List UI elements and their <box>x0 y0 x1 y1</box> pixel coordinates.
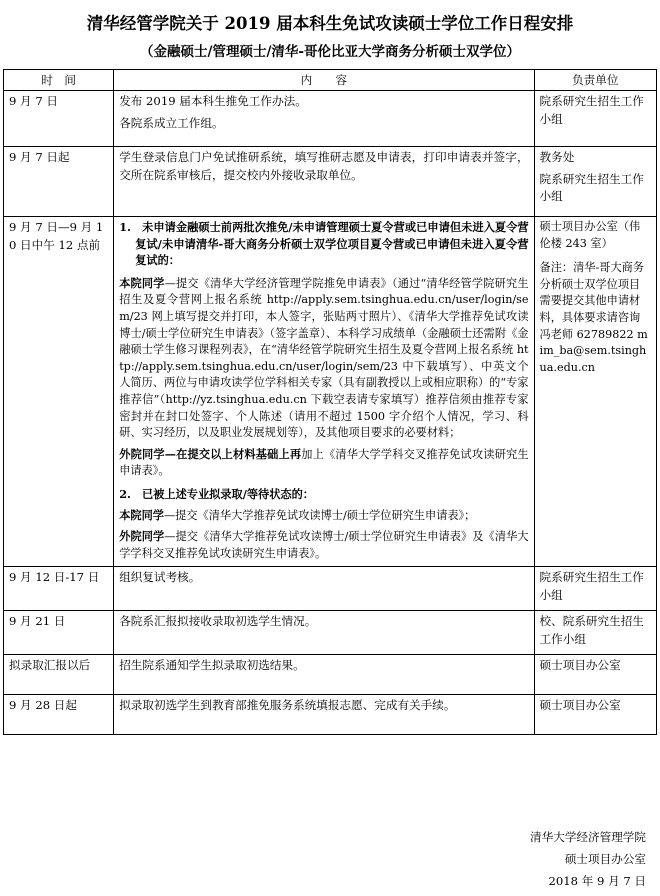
owner-line: 院系研究生招生工作小组 <box>539 570 644 602</box>
header-time: 时 间 <box>4 70 114 91</box>
row-owner <box>534 91 656 147</box>
row-time: 9 月 7 日起 <box>4 147 114 217</box>
item-2-local-text: —提交《清华大学推荐免试攻读博士/硕士学位研究生申请表》； <box>163 508 476 522</box>
table-row <box>4 147 657 217</box>
row-content <box>114 217 534 567</box>
owner-line: 院系研究生招生工作小组 <box>539 171 644 203</box>
item-1-local-label: 本院同学 <box>119 275 165 290</box>
row-time: 9 月 7 日 <box>4 91 114 147</box>
row-time: 9 月 21 日 <box>4 611 114 655</box>
content-line: 招生院系通知学生拟录取初选结果。 <box>119 658 305 673</box>
row-owner <box>534 567 656 611</box>
item-2-local-label: 本院同学 <box>119 507 164 522</box>
item-1-local <box>119 275 528 442</box>
row-time: 9 月 12 日-17 日 <box>4 567 114 611</box>
table-row <box>4 611 657 655</box>
row-owner <box>534 695 656 735</box>
item-1-external-label: 外院同学—在提交以上材料基础上再 <box>119 446 302 461</box>
content-line: 发布 2019 届本科生推免工作办法。 <box>119 94 307 108</box>
item-1-local-text: —提交《清华大学经济管理学院推免申请表》（通过“清华经管学院研究生招生及夏令营网上报名系统 http://apply.sem.tsinghua.edu.cn/user/login/sem/23 网上填写提交并打印，本人签字，张贴两寸照片）、《清华大学推荐免试攻读博士/硕士学位研究生申请表》（签字盖章）、本科学习成绩单（金融硕士还需附《金融硕士学生修习课程列表》，在“清华经管学院研究生招生及夏令营网上报名系统 http://apply.sem.tsinghua.edu.cn/user/login/sem/23 中下载填写）、中英文个人简历、两位与申请攻读学位学科相关专家（具有副教授以上或相应职称）的“专家推荐信”（http://yz.tsinghua.edu.cn 下载空表请专家填写）推荐信须由推荐专家密封并在封口处签字、个人陈述（请用不超过 1500 字介绍个人情况，学习、科研、实习经历，以及职业发展规划等），及其他项目要求的必要材料； <box>119 276 529 440</box>
table-row <box>4 695 657 735</box>
item-2-title: 2. 已被上述专业拟录取/等待状态的： <box>119 486 314 501</box>
row-content <box>114 567 534 611</box>
row-content <box>114 91 534 147</box>
document-title: 清华经管学院关于 2019 届本科生免试攻读硕士学位工作日程安排 <box>86 14 574 33</box>
row-owner <box>534 655 656 695</box>
table-header-row <box>4 70 657 91</box>
item-1-external <box>119 446 528 480</box>
row-time: 9 月 28 日起 <box>4 695 114 735</box>
row-content <box>114 611 534 655</box>
row-time: 拟录取汇报以后 <box>4 655 114 695</box>
table-row <box>4 567 657 611</box>
content-line: 学生登录信息门户免试推研系统，填写推研志愿及申请表，打印申请表并签字，交所在院系审核后，提交校内外接收录取单位。 <box>119 150 529 182</box>
row-content <box>114 695 534 735</box>
row-time: 9 月 7 日—9 月 10 日中午 12 点前 <box>4 217 114 567</box>
content-line: 各院系汇报拟接收录取初选学生情况。 <box>119 614 317 629</box>
footer-office: 硕士项目办公室 <box>564 852 646 866</box>
item-2-external-label: 外院同学 <box>119 529 165 544</box>
owner-line: 硕士项目办公室 <box>539 658 621 673</box>
header-content: 内 容 <box>114 70 534 91</box>
item-2-local <box>119 507 528 525</box>
footer-school: 清华大学经济管理学院 <box>530 830 646 844</box>
item-2-external-text: —提交《清华大学推荐免试攻读博士/硕士学位研究生申请表》及《清华大学学科交叉推荐免试攻读研究生申请表》。 <box>119 530 529 560</box>
owner-line: 校、院系研究生招生工作小组 <box>539 614 644 646</box>
table-row <box>4 655 657 695</box>
owner-line: 硕士项目办公室（伟伦楼 243 室） <box>539 220 641 250</box>
row-owner <box>534 611 656 655</box>
item-2-external <box>119 528 528 562</box>
owner-line: 硕士项目办公室 <box>539 698 621 713</box>
item-1-title: 1. 未申请金融硕士前两批次推免/未申请管理硕士夏令营或已申请但未进入夏令营复试/未申请清华-哥大商务分析硕士双学位项目夏令营或已申请但未进入夏令营复试的： <box>119 220 529 268</box>
table-row <box>4 91 657 147</box>
owner-line: 教务处 <box>539 150 575 164</box>
row-owner <box>534 147 656 217</box>
content-line: 拟录取初选学生到教育部推免服务系统填报志愿、完成有关手续。 <box>119 698 456 713</box>
row-content <box>114 655 534 695</box>
owner-note: 备注：清华-哥大商务分析硕士双学位项目需要提交其他申请材料，具体要求请咨询冯老师 62789822 mim_ba@sem.tsinghua.edu.cn <box>539 261 648 374</box>
schedule-table <box>3 69 657 735</box>
owner-line: 院系研究生招生工作小组 <box>539 94 644 126</box>
content-line: 各院系成立工作组。 <box>119 115 224 130</box>
header-owner: 负责单位 <box>534 70 656 91</box>
content-line: 组织复试考核。 <box>119 570 201 585</box>
table-row <box>4 217 657 567</box>
row-content <box>114 147 534 217</box>
row-owner <box>534 217 656 567</box>
footer-date: 2018 年 9 月 7 日 <box>548 874 646 888</box>
item-1-external-text: 加上《清华大学学科交叉推荐免试攻读研究生申请表》。 <box>119 447 529 478</box>
document-subtitle: （金融硕士/管理硕士/清华-哥伦比亚大学商务分析硕士双学位） <box>140 44 520 60</box>
